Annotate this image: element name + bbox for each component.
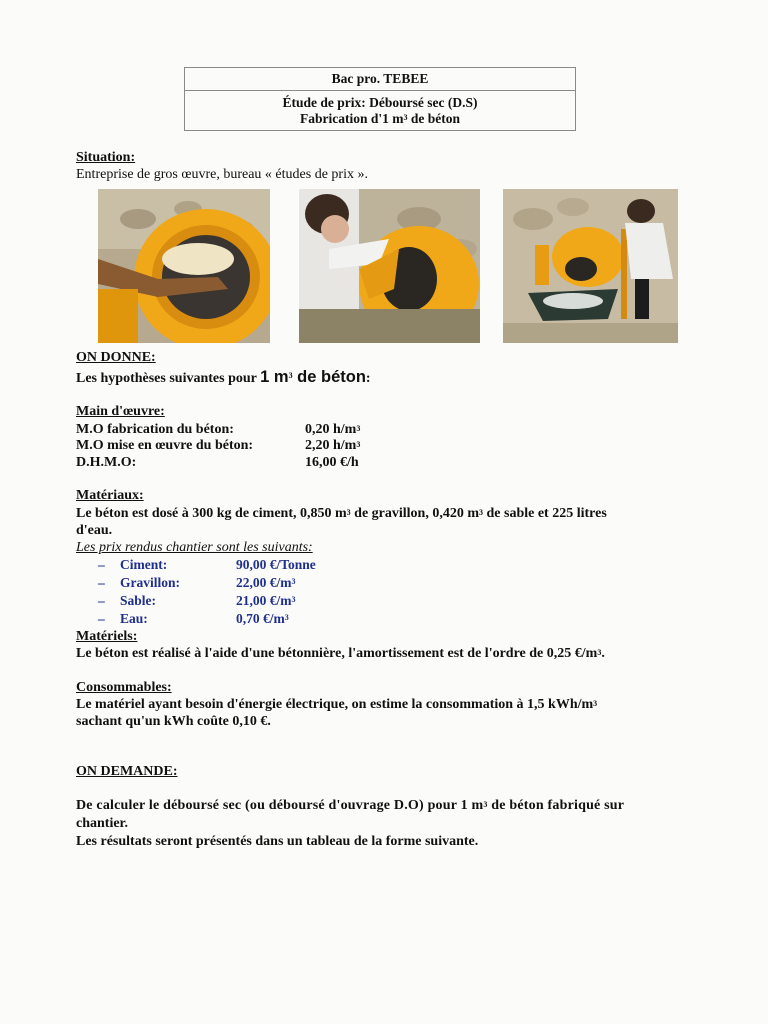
on-demande-heading: ON DEMANDE:: [76, 764, 178, 779]
situation-text: Entreprise de gros œuvre, bureau « études de prix ».: [76, 167, 368, 182]
photo-wheelbarrow: [503, 189, 678, 343]
photo-wheelbarrow-image: [503, 189, 678, 343]
main-oeuvre-heading: Main d'œuvre:: [76, 404, 165, 419]
dhmo-value: 16,00 €/h: [305, 455, 359, 470]
mo-mise-en-oeuvre-label: M.O mise en œuvre du béton:: [76, 438, 254, 453]
header-box: [184, 67, 576, 131]
on-demande-line2: chantier.: [76, 816, 128, 831]
photo-mixer-loading: [98, 189, 270, 343]
on-donne-heading: ON DONNE:: [76, 350, 156, 365]
photo-mixer-pouring: [299, 189, 480, 343]
price-row-ciment: – Ciment: 90,00 €/Tonne: [98, 557, 316, 572]
price-row-sable: – Sable: 21,00 $€/m^3$: [98, 593, 296, 608]
on-demande-line1: De calculer le déboursé sec (ou déboursé d'ouvrage D.O) pour 1 $m^3$ de béton fabriqué sur: [76, 798, 625, 813]
on-demande-line3: Les résultats seront présentés dans un tableau de la forme suivante.: [76, 834, 479, 849]
document-title: [185, 91, 575, 127]
materiaux-text-line1: Le béton est dosé à 300 kg de ciment, 0,850 $m^3$ de gravillon, 0,420 $m^3$ de sable et 225 litres: [76, 506, 607, 521]
price-list: [98, 556, 316, 628]
consommables-text-line2: sachant qu'un kWh coûte 0,10 €.: [76, 714, 271, 729]
mo-fabrication-value: 0,20 $h/m^3$: [305, 422, 361, 437]
mo-fabrication-label: M.O fabrication du béton:: [76, 422, 234, 437]
materiaux-heading: Matériaux:: [76, 488, 144, 503]
price-row-gravillon: – Gravillon: 22,00 $€/m^3$: [98, 575, 296, 590]
on-donne-intro: Les hypothèses suivantes pour 1 $m^3$ de béton:: [76, 368, 371, 386]
price-row-eau: – Eau: 0,70 $€/m^3$: [98, 611, 289, 626]
document-title-line1: Étude de prix: Déboursé sec (D.S): [282, 95, 478, 110]
prix-heading: Les prix rendus chantier sont les suivants:: [76, 540, 313, 555]
situation-heading: Situation:: [76, 150, 136, 165]
materiels-text: Le béton est réalisé à l'aide d'une bétonnière, l'amortissement est de l'ordre de 0,25 $€/m^3$.: [76, 646, 605, 661]
consommables-heading: Consommables:: [76, 680, 172, 695]
course-title: Bac pro. TEBEE: [185, 68, 575, 91]
dhmo-label: D.H.M.O:: [76, 455, 137, 470]
consommables-text-line1: Le matériel ayant besoin d'énergie électrique, on estime la consommation à 1,5 kWh/$m^3$: [76, 697, 598, 712]
materiels-heading: Matériels:: [76, 629, 138, 644]
mo-mise-en-oeuvre-value: 2,20 $h/m^3$: [305, 438, 361, 453]
photo-mixer-pouring-image: [299, 189, 480, 343]
materiaux-text-line2: d'eau.: [76, 523, 113, 538]
photo-mixer-loading-image: [98, 189, 270, 343]
document-title-line2: Fabrication d'1 $m^3$ de béton: [299, 111, 460, 126]
